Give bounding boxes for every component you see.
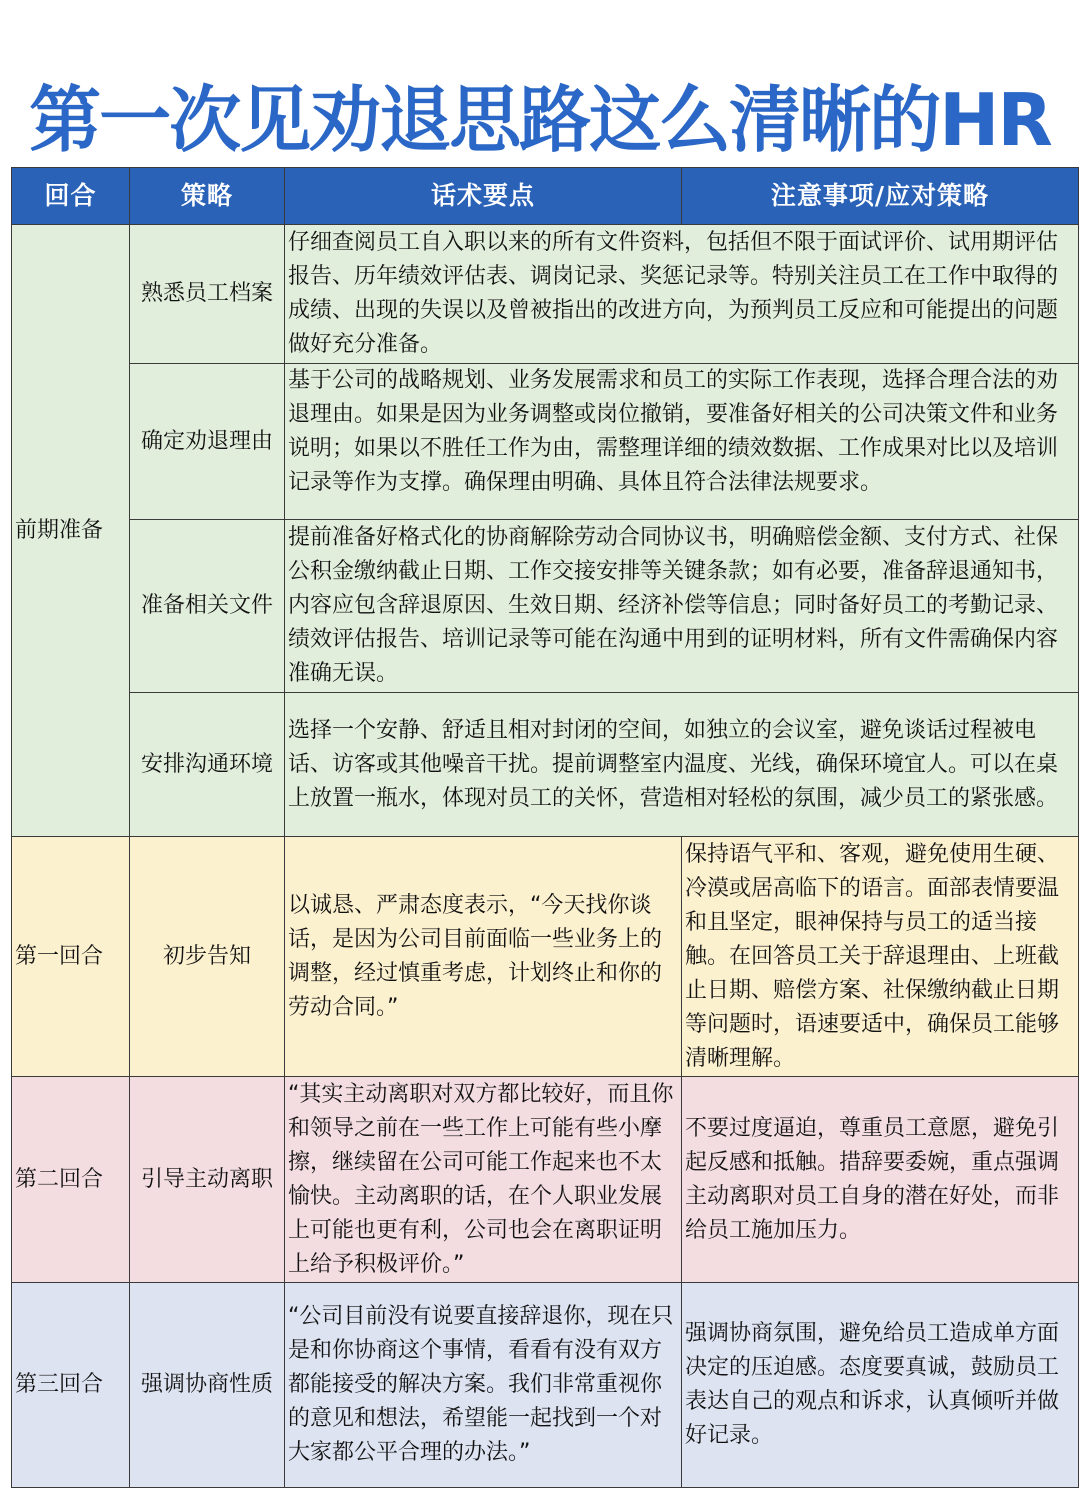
table-row (12, 1283, 1079, 1488)
notes-cell: 保持语气平和、客观，避免使用生硬、冷漠或居高临下的语言。面部表情要温和且坚定，眼神保持与员工的适当接触。在回答员工关于辞退理由、上班截止日期、赔偿方案、社保缴纳截止日期等问题时，语速要适中，确保员工能够清晰理解。 (682, 837, 1079, 1077)
prep-text-cell: 基于公司的战略规划、业务发展需求和员工的实际工作表现，选择合理合法的劝退理由。如果是因为业务调整或岗位撤销，要准备好相关的公司决策文件和业务说明；如果以不胜任工作为由，需整理详细的绩效数据、工作成果对比以及培训记录等作为支撑。确保理由明确、具体且符合法律法规要求。 (288, 368, 1059, 495)
header-notes: 注意事项/应对策略 (682, 168, 1079, 225)
script-cell: “其实主动离职对双方都比较好，而且你和领导之前在一些工作上可能有些小摩擦，继续留在公司可能工作起来也不太愉快。主动离职的话，在个人职业发展上可能也更有利，公司也会在离职证明上给予积极评价。” (285, 1077, 682, 1283)
script-cell: 以诚恳、严肃态度表示，“今天找你谈话，是因为公司目前面临一些业务上的调整，经过慎重考虑，计划终止和你的劳动合同。” (285, 837, 682, 1077)
strategy-cell: 熟悉员工档案 (130, 225, 285, 364)
prep-text-cell: 仔细查阅员工自入职以来的所有文件资料，包括但不限于面试评价、试用期评估报告、历年绩效评估表、调岗记录、奖惩记录等。特别关注员工在工作中取得的成绩、出现的失误以及曾被指出的改进方向，为预判员工反应和可能提出的问题做好充分准备。 (285, 225, 1079, 364)
header-script: 话术要点 (285, 168, 682, 225)
strategy-cell: 引导主动离职 (130, 1077, 285, 1283)
stage-round3: 第三回合 (12, 1283, 130, 1488)
strategy-table (11, 167, 1079, 1488)
table-header-row (12, 168, 1079, 225)
table-row (12, 364, 1079, 520)
strategy-cell: 强调协商性质 (130, 1283, 285, 1488)
table-row (12, 520, 1079, 693)
prep-text-cell: 选择一个安静、舒适且相对封闭的空间，如独立的会议室，避免谈话过程被电话、访客或其他噪音干扰。提前调整室内温度、光线，确保环境宜人。可以在桌上放置一瓶水，体现对员工的关怀，营造相对轻松的氛围，减少员工的紧张感。 (285, 693, 1079, 837)
page-title: 第一次见劝退思路这么清晰的HR (29, 78, 1051, 162)
notes-cell: 强调协商氛围，避免给员工造成单方面决定的压迫感。态度要真诚，鼓励员工表达自己的观点和诉求，认真倾听并做好记录。 (682, 1283, 1079, 1488)
strategy-cell: 安排沟通环境 (130, 693, 285, 837)
strategy-cell: 准备相关文件 (130, 520, 285, 693)
table-row (12, 1077, 1079, 1283)
strategy-cell: 确定劝退理由 (130, 364, 285, 520)
table-row (12, 225, 1079, 364)
notes-cell: 不要过度逼迫，尊重员工意愿，避免引起反感和抵触。措辞要委婉，重点强调主动离职对员工自身的潜在好处，而非给员工施加压力。 (682, 1077, 1079, 1283)
prep-text-cell-wrap (285, 364, 1079, 520)
stage-prep: 前期准备 (12, 225, 130, 837)
table-row (12, 837, 1079, 1077)
stage-round1: 第一回合 (12, 837, 130, 1077)
strategy-cell: 初步告知 (130, 837, 285, 1077)
prep-text-cell: 提前准备好格式化的协商解除劳动合同协议书，明确赔偿金额、支付方式、社保公积金缴纳截止日期、工作交接安排等关键条款；如有必要，准备辞退通知书，内容应包含辞退原因、生效日期、经济补偿等信息；同时备好员工的考勤记录、绩效评估报告、培训记录等可能在沟通中用到的证明材料，所有文件需确保内容准确无误。 (285, 520, 1079, 693)
stage-round2: 第二回合 (12, 1077, 130, 1283)
table-row (12, 693, 1079, 837)
header-strategy: 策略 (130, 168, 285, 225)
header-round: 回合 (12, 168, 130, 225)
script-cell: “公司目前没有说要直接辞退你，现在只是和你协商这个事情，看看有没有双方都能接受的解决方案。我们非常重视你的意见和想法，希望能一起找到一个对大家都公平合理的办法。” (285, 1283, 682, 1488)
